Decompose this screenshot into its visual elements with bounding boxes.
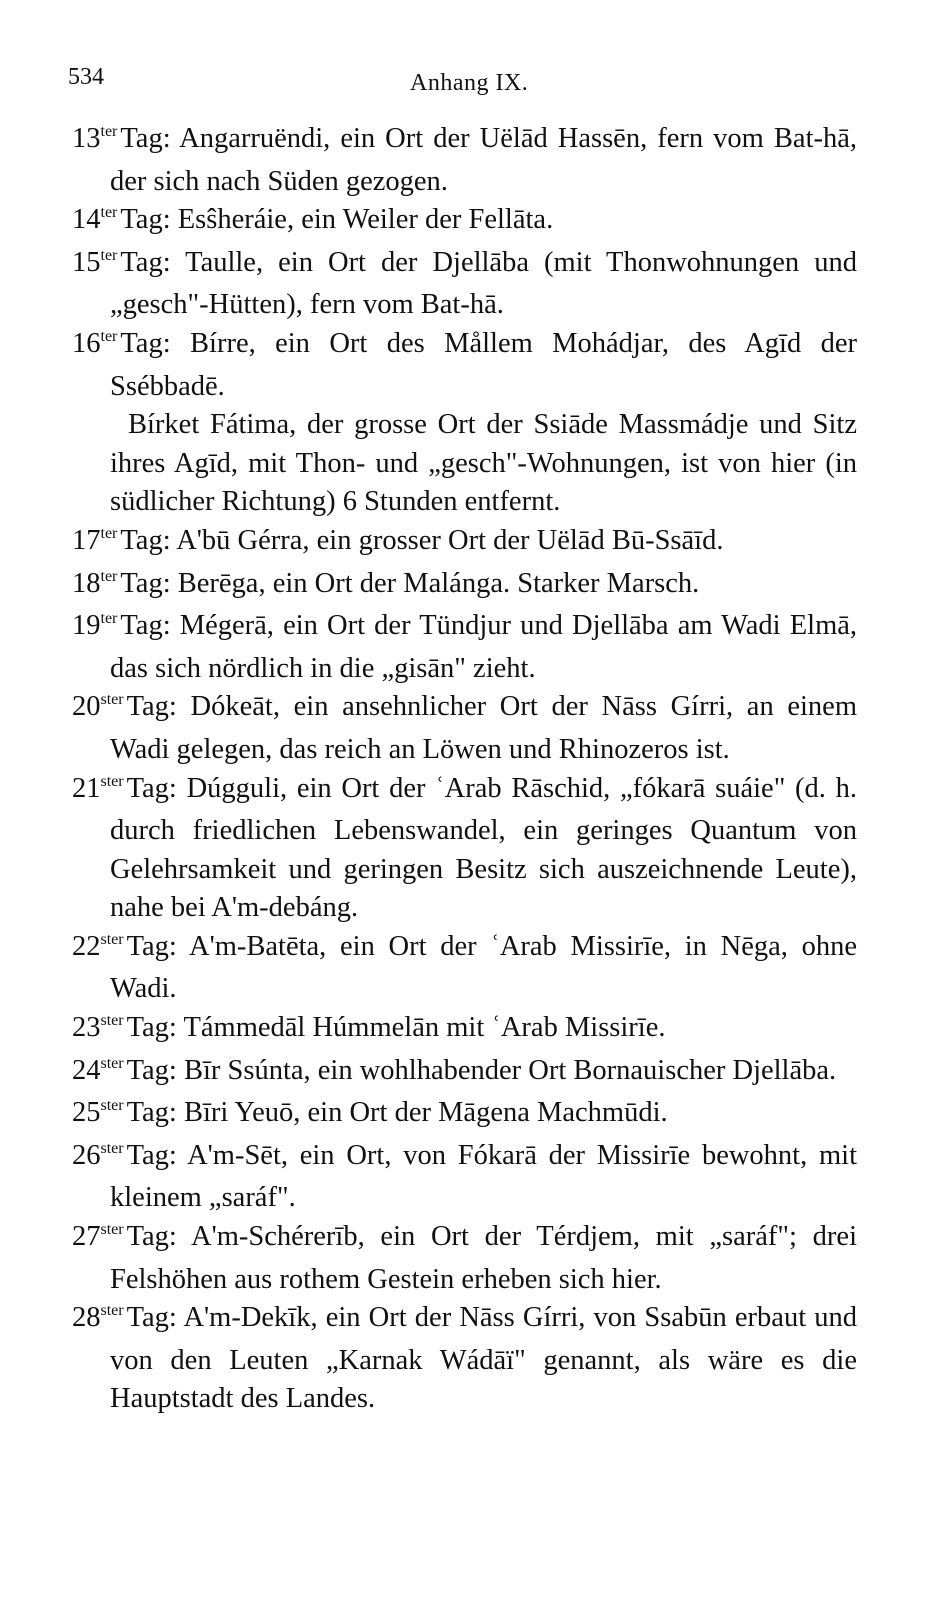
day-entry-23: [72, 1009, 857, 1052]
day-number: 28: [72, 1302, 101, 1334]
entry-text: Berēga, ein Ort der Malánga. Starker Marsch.: [177, 567, 700, 599]
day-label: Tag:: [120, 204, 171, 236]
day-number: 25: [72, 1097, 101, 1129]
day-number: 27: [72, 1221, 101, 1253]
entry-text: A'm-Batēta, ein Ort der ʿArab Missirīe, in Nēga, ohne Wadi.: [110, 930, 857, 1005]
day-label: Tag:: [126, 1302, 177, 1334]
entry-text: Dókeāt, ein ansehnlicher Ort der Nāss Gírri, an einem Wadi gelegen, das reich an Löwen und Rhinozeros ist.: [110, 691, 857, 765]
day-number: 14: [72, 204, 101, 236]
day-number: 16: [72, 327, 101, 359]
entry-text: Esŝheráie, ein Weiler der Fellāta.: [177, 204, 554, 236]
day-entry-19: [72, 607, 857, 688]
day-entry-20: [72, 688, 857, 769]
day-label: Tag:: [126, 691, 177, 723]
entry-text: Bírre, ein Ort des Mållem Mohádjar, des Agīd der Ssébbadē.: [110, 327, 857, 402]
note-paragraph: [72, 406, 857, 522]
day-suffix: ter: [100, 610, 118, 628]
day-suffix: ster: [100, 1221, 124, 1239]
day-suffix: ster: [100, 930, 124, 948]
day-suffix: ter: [100, 246, 118, 264]
day-label: Tag:: [126, 930, 177, 962]
day-label: Tag:: [126, 772, 177, 804]
entry-text: Bīri Yeuō, ein Ort der Māgena Machmūdi.: [183, 1097, 668, 1129]
day-suffix: ster: [100, 1097, 124, 1115]
day-number: 18: [72, 567, 101, 599]
entry-text: A'm-Schérerīb, ein Ort der Térdjem, mit „saráf"; drei Felshöhen aus rothem Gestein erheben sich hier.: [110, 1221, 857, 1295]
day-entry-25: [72, 1094, 857, 1137]
page-header: [68, 64, 858, 104]
day-entry-24: [72, 1052, 857, 1095]
entry-text: Mégerā, ein Ort der Tündjur und Djellāba am Wadi Elmā, das sich nördlich in die „gisān" zieht.: [110, 610, 858, 684]
entry-text: A'bū Gérra, ein grosser Ort der Uëlād Bū-Ssāīd.: [176, 524, 724, 556]
day-entry-27: [72, 1218, 857, 1299]
day-entry-14: [72, 201, 857, 244]
day-suffix: ter: [100, 327, 118, 345]
entry-text: Támmedāl Húmmelān mit ʿArab Missirīe.: [183, 1012, 666, 1044]
day-label: Tag:: [120, 524, 171, 556]
day-number: 24: [72, 1054, 101, 1086]
day-label: Tag:: [126, 1221, 177, 1253]
day-number: 17: [72, 524, 101, 556]
day-number: 21: [72, 772, 101, 804]
day-entry-26: [72, 1137, 857, 1218]
day-entry-15: [72, 244, 857, 325]
day-label: Tag:: [120, 246, 171, 278]
day-entry-22: [72, 928, 857, 1009]
day-suffix: ter: [100, 567, 118, 585]
day-suffix: ster: [100, 1139, 124, 1157]
day-number: 19: [72, 610, 101, 642]
day-label: Tag:: [120, 610, 171, 642]
day-label: Tag:: [120, 567, 171, 599]
day-entry-17: [72, 522, 857, 565]
day-entry-28: [72, 1299, 857, 1419]
day-number: 26: [72, 1139, 101, 1171]
entry-text: A'm-Sēt, ein Ort, von Fókarā der Missirīe bewohnt, mit kleinem „saráf".: [110, 1139, 857, 1214]
day-label: Tag:: [126, 1012, 177, 1044]
entry-text: Bírket Fátima, der grosse Ort der Ssiāde Massmádje und Sitz ihres Agīd, mit Thon- und „gesch"-Wohnungen, ist von hier (in südlicher Richtung) 6 Stunden entfernt.: [110, 409, 857, 518]
day-suffix: ster: [100, 691, 124, 709]
day-suffix: ter: [100, 123, 118, 140]
day-suffix: ter: [100, 204, 118, 222]
entry-text: A'm-Dekīk, ein Ort der Nāss Gírri, von Ssabūn erbaut und von den Leuten „Karnak Wádāï" genannt, als wäre es die Hauptstadt des Landes.: [110, 1302, 857, 1415]
day-suffix: ster: [100, 1054, 124, 1072]
day-suffix: ster: [100, 1012, 124, 1030]
day-suffix: ster: [100, 1302, 124, 1320]
day-label: Tag:: [126, 1097, 177, 1129]
day-number: 23: [72, 1012, 101, 1044]
day-suffix: ster: [100, 772, 124, 790]
day-entry-18: [72, 565, 857, 608]
running-head: Anhang IX.: [410, 70, 529, 96]
day-suffix: ter: [100, 524, 118, 542]
day-label: Tag:: [126, 1054, 177, 1086]
day-entry-13: [72, 120, 857, 201]
entry-text: Bīr Ssúnta, ein wohlhabender Ort Bornauischer Djellāba.: [183, 1054, 837, 1086]
day-number: 13: [72, 123, 101, 154]
day-label: Tag:: [126, 1139, 177, 1171]
day-number: 22: [72, 930, 101, 962]
day-number: 15: [72, 246, 101, 278]
entry-text: Taulle, ein Ort der Djellāba (mit Thonwohnungen und „gesch"-Hütten), fern vom Bat-hā.: [110, 246, 857, 321]
day-entry-16: [72, 325, 857, 406]
day-label: Tag:: [120, 123, 171, 154]
body-text: [72, 120, 857, 1419]
day-entry-21: [72, 770, 857, 928]
page-number: 534: [68, 64, 104, 90]
entry-text: Dúgguli, ein Ort der ʿArab Rāschid, „fókarā suáie" (d. h. durch friedlichen Lebenswandel, ein geringes Quantum von Gelehrsamkeit und geringen Besitz sich auszeichnende Leute), nahe bei A'm-debáng.: [110, 772, 858, 924]
day-number: 20: [72, 691, 101, 723]
entry-text: Angarruëndi, ein Ort der Uëlād Hassēn, fern vom Bat-hā, der sich nach Süden gezogen.: [110, 123, 857, 197]
day-label: Tag:: [120, 327, 171, 359]
